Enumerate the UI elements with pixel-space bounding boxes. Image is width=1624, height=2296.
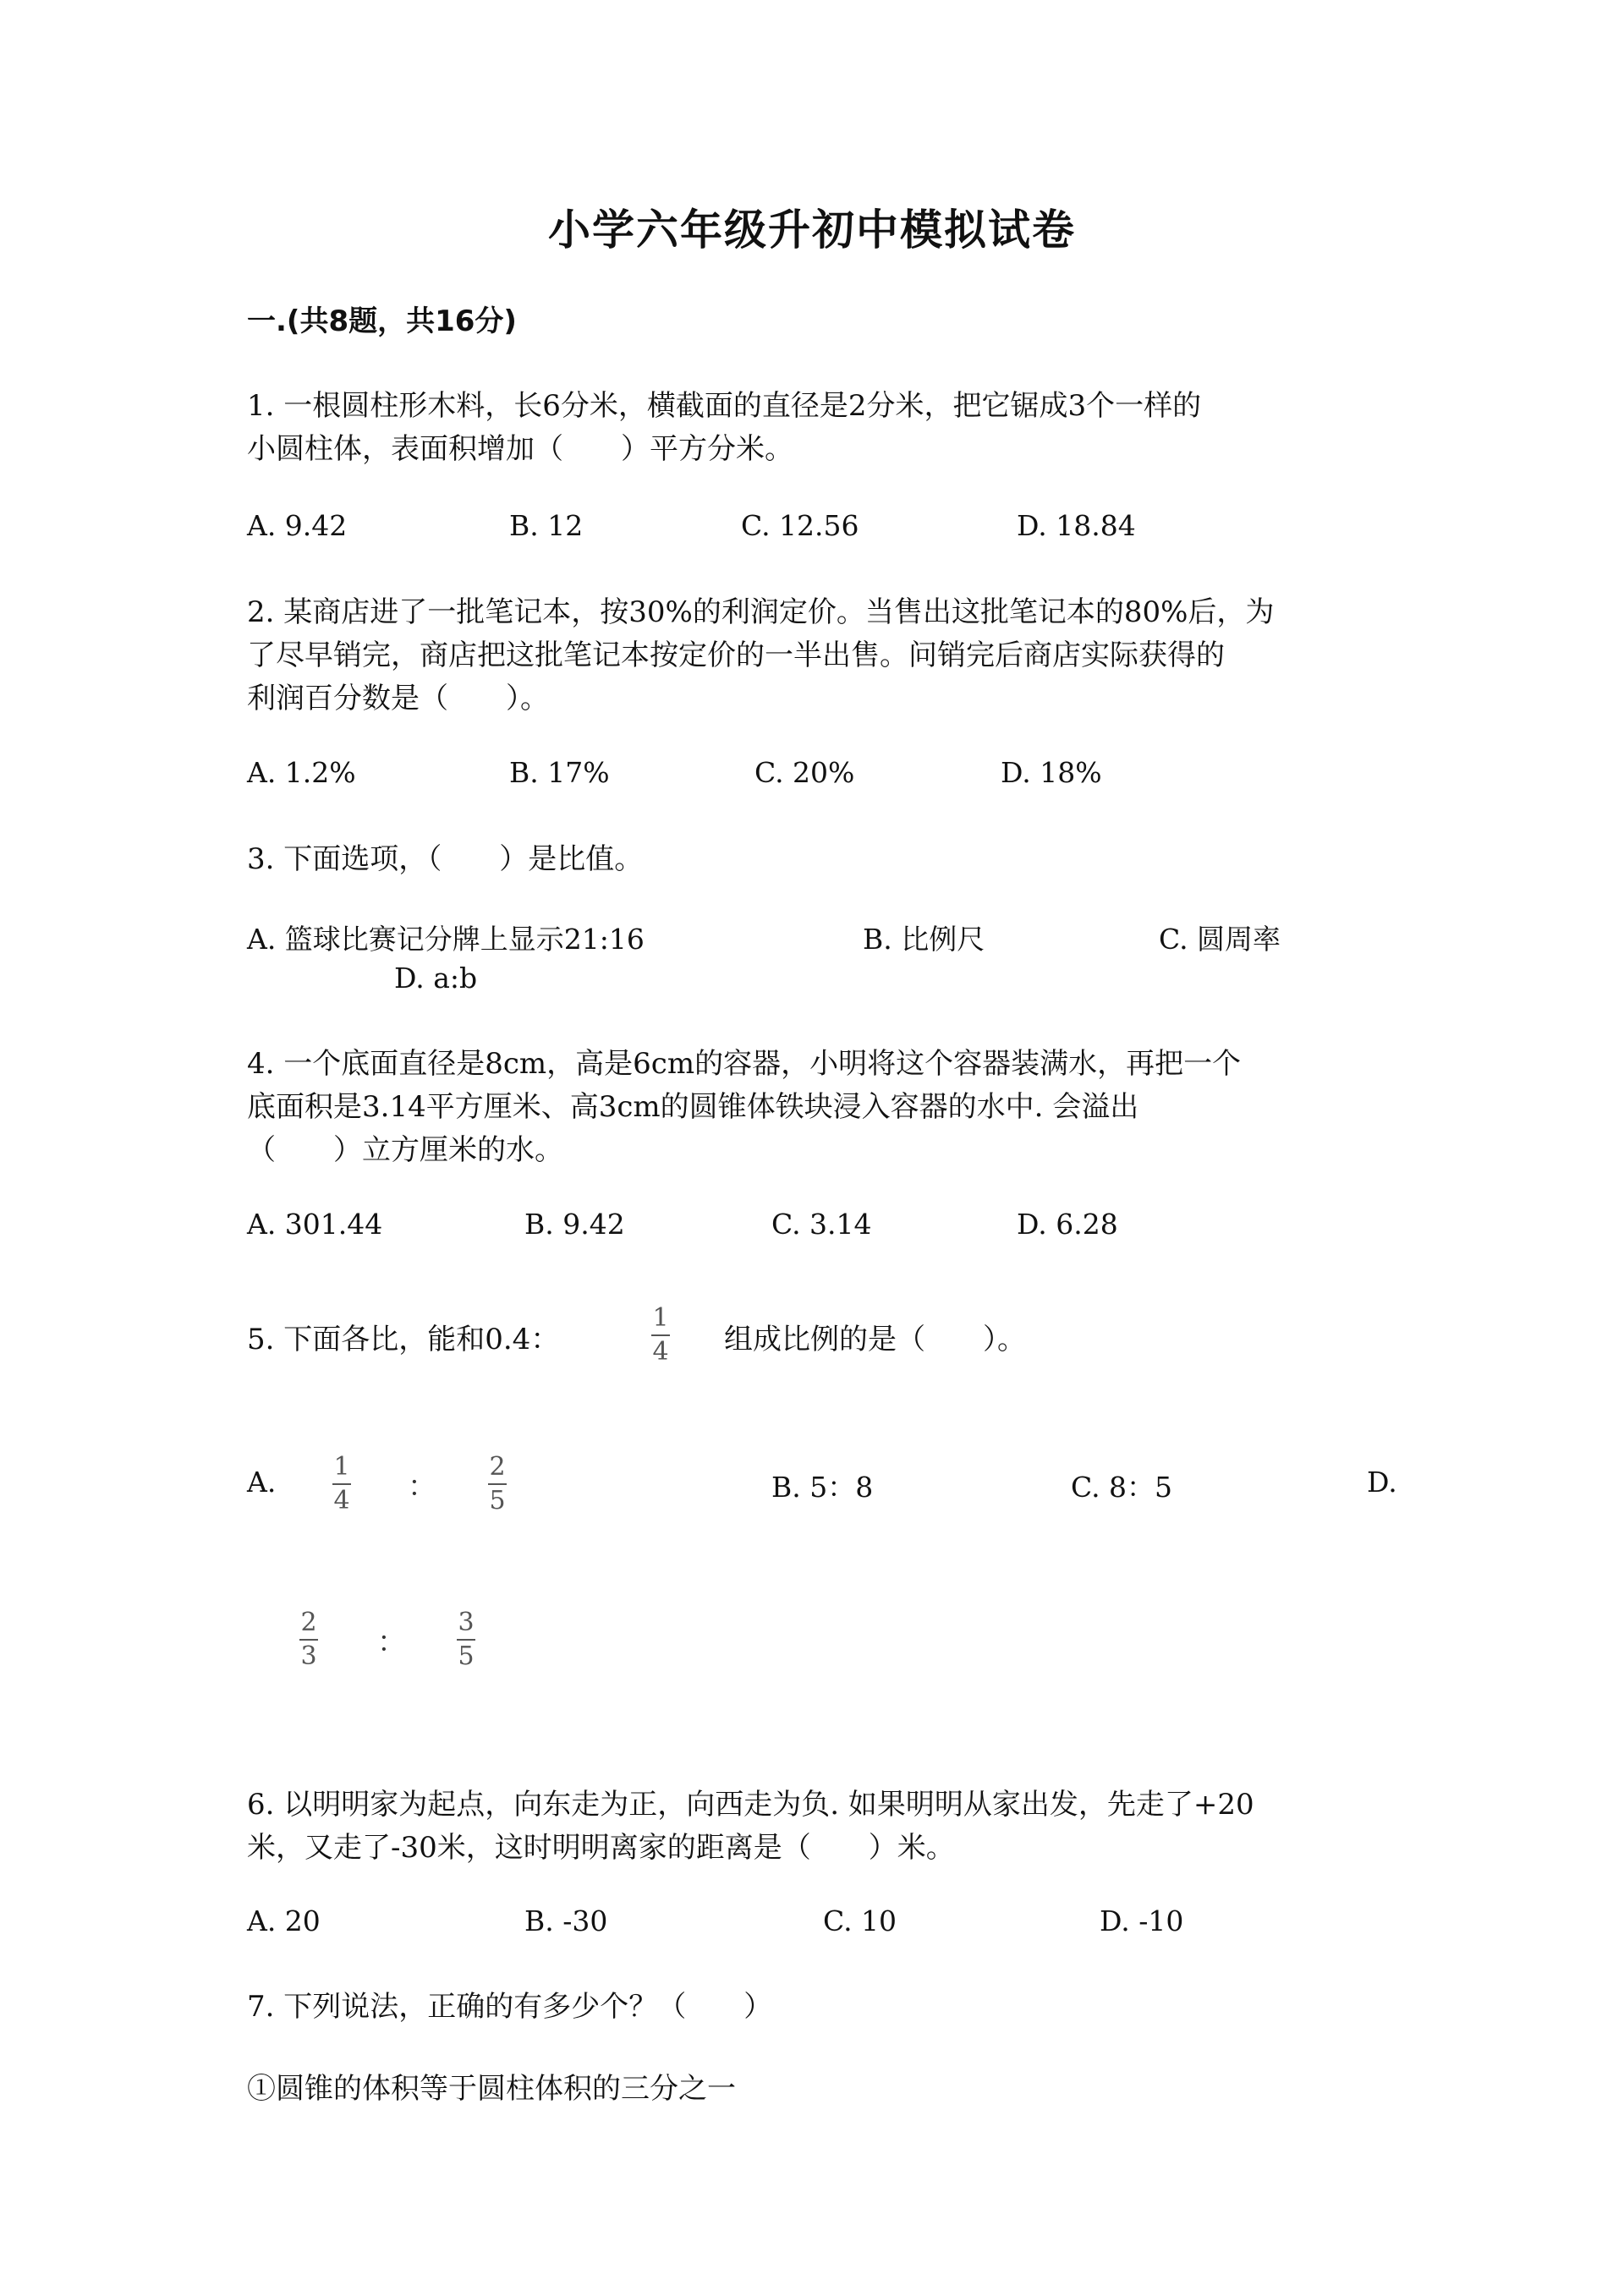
fraction-numerator: 1 [333,1452,350,1482]
q5-option-d-label: D. [1367,1466,1397,1499]
q5-option-a-fraction-1 [332,1451,351,1517]
q4-text-line1: 4. 一个底面直径是8cm，高是6cm的容器，小明将这个容器装满水，再把一个 [247,1047,1242,1081]
q5-option-d-fraction-1 [299,1607,318,1673]
q4-text-line3: （ ）立方厘米的水。 [247,1133,563,1167]
section-heading: 一.(共8题，共16分) [247,304,517,338]
q6-option-c: C. 10 [823,1904,897,1937]
q3-option-d: D. a:b [394,962,478,995]
q2-option-c: C. 20% [754,756,855,789]
q5-text-prefix: 5. 下面各比，能和0.4： [247,1323,560,1356]
q6-option-b: B. -30 [524,1904,608,1937]
q7-text-line1: 7. 下列说法，正确的有多少个？（ ） [247,1990,773,2024]
q6-option-d: D. -10 [1100,1904,1184,1937]
q5-text-suffix: 组成比例的是（ ）。 [724,1323,1026,1356]
q7-item-1: ①圆锥的体积等于圆柱体积的三分之一 [247,2072,736,2106]
fraction-numerator: 1 [652,1303,669,1333]
q1-option-c: C. 12.56 [741,509,859,542]
q3-option-c: C. 圆周率 [1159,923,1281,956]
q1-text-line1: 1. 一根圆柱形木料，长6分米，横截面的直径是2分米，把它锯成3个一样的 [247,389,1202,423]
fraction-denominator: 4 [333,1486,350,1515]
q4-option-d: D. 6.28 [1017,1208,1118,1241]
fraction-denominator: 3 [300,1641,317,1671]
q2-text-line1: 2. 某商店进了一批笔记本，按30%的利润定价。当售出这批笔记本的80%后，为 [247,595,1275,629]
fraction-denominator: 5 [458,1641,475,1671]
q4-option-b: B. 9.42 [524,1208,625,1241]
q2-option-d: D. 18% [1001,756,1102,789]
q5-option-b: B. 5：8 [771,1471,874,1504]
q4-text-line2: 底面积是3.14平方厘米、高3cm的圆锥体铁块浸入容器的水中. 会溢出 [247,1090,1139,1124]
fraction-numerator: 2 [300,1608,317,1637]
page-title: 小学六年级升初中模拟试卷 [548,205,1076,255]
fraction-numerator: 2 [489,1452,506,1482]
q3-text-line1: 3. 下面选项，（ ）是比值。 [247,842,644,876]
q5-option-d-colon: ： [377,1625,406,1659]
q4-option-c: C. 3.14 [771,1208,872,1241]
q1-text-line2: 小圆柱体，表面积增加（ ）平方分米。 [247,432,793,466]
fraction-numerator: 3 [458,1608,475,1637]
q6-text-line1: 6. 以明明家为起点，向东走为正，向西走为负. 如果明明从家出发，先走了+20 [247,1788,1254,1822]
q5-option-a-colon: ： [408,1470,436,1504]
q3-option-b: B. 比例尺 [863,923,985,956]
q1-option-a: A. 9.42 [247,509,348,542]
q2-option-a: A. 1.2% [247,756,356,789]
q6-option-a: A. 20 [247,1904,321,1937]
q2-text-line3: 利润百分数是（ ）。 [247,682,549,715]
q6-text-line2: 米，又走了-30米，这时明明离家的距离是（ ）米。 [247,1831,955,1865]
q3-option-a: A. 篮球比赛记分牌上显示21:16 [247,923,645,956]
fraction-denominator: 4 [652,1337,669,1367]
q5-option-d-fraction-2 [457,1607,475,1673]
q1-option-d: D. 18.84 [1017,509,1136,542]
q1-option-b: B. 12 [509,509,584,542]
q5-option-c: C. 8：5 [1071,1471,1173,1504]
q2-option-b: B. 17% [509,756,610,789]
q5-fraction-1-4 [651,1302,670,1368]
q5-option-a-label: A. [247,1466,277,1499]
fraction-denominator: 5 [489,1486,506,1515]
q4-option-a: A. 301.44 [247,1208,383,1241]
q2-text-line2: 了尽早销完，商店把这批笔记本按定价的一半出售。问销完后商店实际获得的 [247,638,1225,672]
q5-option-a-fraction-2 [488,1451,507,1517]
